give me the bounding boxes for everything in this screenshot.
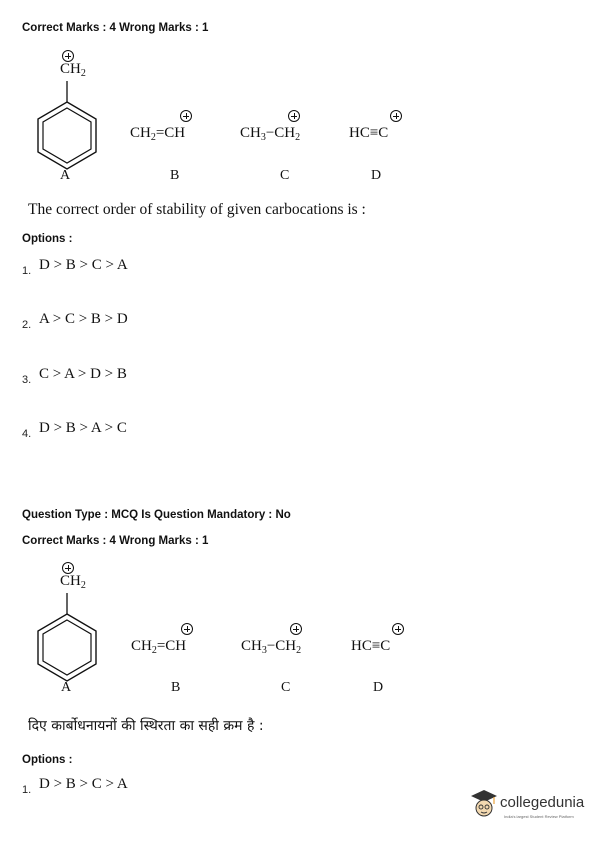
vinyl-cation: $CH_2=CH$	[130, 125, 186, 143]
label-c: C	[280, 168, 290, 183]
label-a: A	[61, 680, 72, 695]
option-text: D > B > C > A	[39, 776, 128, 792]
options-label: Options :	[22, 754, 73, 766]
label-c: C	[281, 680, 291, 695]
option-number: 2.	[22, 319, 32, 331]
label-b: B	[171, 680, 181, 695]
option-text: D > B > A > C	[39, 420, 127, 436]
option-number: 3.	[22, 374, 32, 386]
positive-charge-icon	[392, 623, 404, 635]
ch2-group: $CH_2$	[60, 573, 86, 591]
question-text-hindi: दिए कार्बोधनायनों की स्थिरता का सही क्रम है :	[28, 718, 264, 734]
marks-line: Correct Marks : 4 Wrong Marks : 1	[22, 22, 209, 34]
label-b: B	[170, 168, 180, 183]
ch2-group: $CH_2$	[60, 61, 86, 79]
vinyl-cation: $CH_2=CH$	[131, 638, 187, 656]
benzene-ring-icon	[22, 48, 122, 178]
option-number: 1.	[22, 784, 32, 796]
option-text: D > B > C > A	[39, 257, 128, 273]
label-d: D	[373, 680, 384, 695]
positive-charge-icon	[288, 110, 300, 122]
benzene-ring-icon	[22, 560, 122, 690]
ethyl-cation: $CH_3-CH_2$	[241, 638, 302, 656]
structure-a	[22, 48, 122, 178]
label-d: D	[371, 168, 382, 183]
graduate-mascot-icon	[470, 788, 498, 820]
ethynyl-cation: HC≡C	[351, 638, 391, 654]
positive-charge-icon	[181, 623, 193, 635]
collegedunia-logo	[470, 788, 588, 824]
marks-line: Correct Marks : 4 Wrong Marks : 1	[22, 535, 209, 547]
positive-charge-icon	[290, 623, 302, 635]
structure-a	[22, 560, 122, 690]
ethyl-cation: $CH_3-CH_2$	[240, 125, 301, 143]
option-number: 4.	[22, 428, 32, 440]
label-a: A	[60, 168, 71, 183]
ethynyl-cation: HC≡C	[349, 125, 389, 141]
option-text: C > A > D > B	[39, 366, 127, 382]
logo-tagline: India's largest Student Review Platform	[504, 814, 574, 819]
positive-charge-icon	[390, 110, 402, 122]
question-type-line: Question Type : MCQ Is Question Mandatory : No	[22, 509, 291, 521]
logo-name: collegedunia	[500, 794, 585, 811]
option-number: 1.	[22, 265, 32, 277]
options-label: Options :	[22, 233, 73, 245]
positive-charge-icon	[180, 110, 192, 122]
option-text: A > C > B > D	[39, 311, 128, 327]
question-text: The correct order of stability of given carbocations is :	[28, 201, 366, 218]
